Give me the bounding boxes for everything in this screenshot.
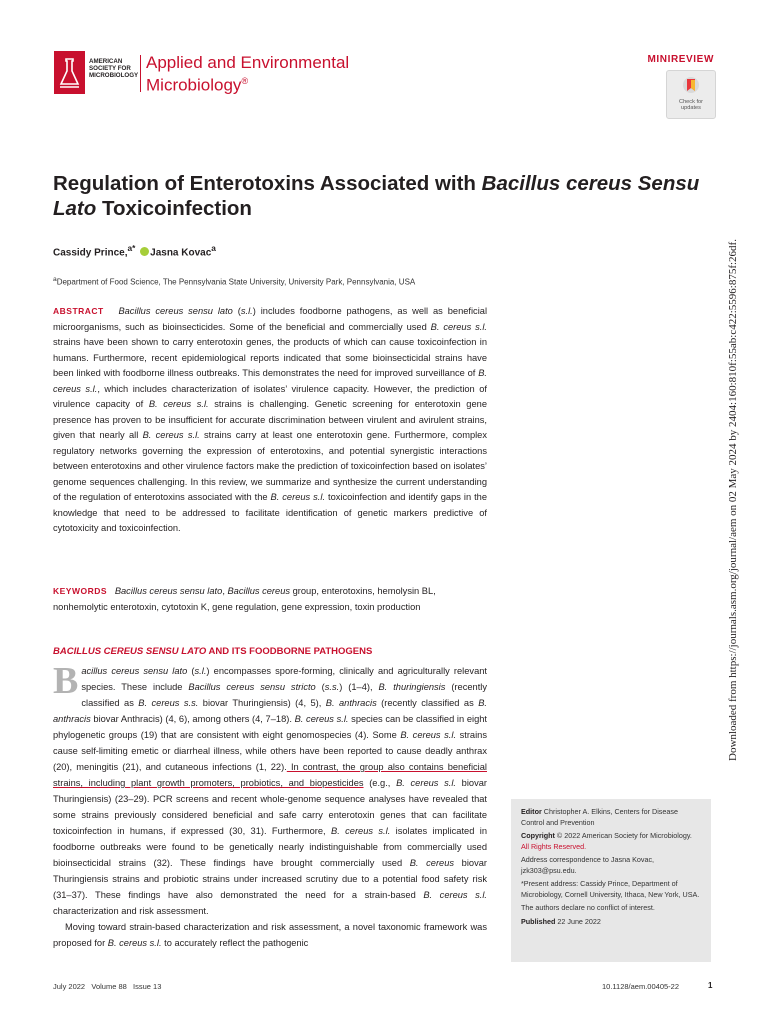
logo-divider — [140, 55, 141, 92]
body-italic: B. cereus s.l. — [423, 890, 488, 900]
journal-line1: Applied and Environmental — [146, 53, 350, 72]
body-span: (recently classified as — [81, 682, 487, 708]
article-info-box — [511, 799, 711, 962]
body-italic: B. cereus s.l. — [396, 778, 456, 788]
editor-text: Christopher A. Elkins, Centers for Disease Control and Prevention — [521, 807, 678, 827]
body-span: ) (1–4), — [339, 682, 379, 692]
abstract-label: ABSTRACT — [53, 306, 104, 316]
body-italic: acillus cereus sensu lato — [81, 666, 188, 676]
keywords — [53, 584, 487, 615]
abstract-italic: B. cereus s.l. — [53, 368, 487, 394]
body-span: strains cause self-limiting emetic or diarrheal illness, while others have been reported to cause deadly anthrax (20), meningitis (21), and cutaneous infections (1, 22). — [53, 730, 487, 772]
affiliation-sup: a — [53, 276, 57, 283]
body-span: (recently classified as — [376, 698, 479, 708]
published-label: Published — [521, 916, 556, 926]
author-name[interactable]: Jasna Kovac — [150, 247, 212, 259]
body-span: biovar Thuringiensis) (23–29). PCR screens and recent whole-genome sequence analyses have revealed that some strains previously considered beneficial and safe carry enterotoxin genes that can facilitate toxicoinfection in humans, if expressed (30, 31). Furthermore, — [53, 778, 487, 836]
society-line: MICROBIOLOGY — [89, 72, 139, 79]
copyright-label: Copyright — [521, 831, 555, 840]
article-type-label: MINIREVIEW — [647, 54, 714, 65]
keyword-italic: Bacillus cereus — [227, 586, 291, 596]
body-span: ( — [315, 682, 325, 692]
abstract-italic: B. cereus s.l. — [270, 492, 326, 502]
society-line: SOCIETY FOR — [89, 65, 131, 72]
flask-icon — [54, 51, 85, 94]
abstract-italic: B. cereus s.l. — [142, 430, 200, 440]
rights-link[interactable]: All Rights Reserved. — [521, 841, 587, 851]
body-span: (e.g., — [363, 778, 397, 788]
title-text: Toxicoinfection — [96, 197, 252, 220]
abstract-italic: B. cereus s.l. — [148, 399, 209, 409]
body-italic: B. anthracis — [53, 698, 487, 724]
title-text: Regulation of Enterotoxins Associated with — [53, 172, 482, 195]
author-list — [53, 243, 216, 258]
affiliation — [53, 276, 415, 287]
keyword-italic: Bacillus cereus sensu lato — [114, 586, 223, 596]
abstract-text: ) includes foodborne pathogens, as well as beneficial microorganisms, such as bioinsecticides. Some of the beneficial and commercially used — [53, 306, 488, 332]
copyright-text: © 2022 American Society for Microbiology. — [554, 831, 692, 840]
body-text — [53, 660, 488, 951]
keywords-label: KEYWORDS — [53, 586, 108, 596]
check-updates-line: Check for — [679, 99, 703, 105]
body-span: biovar Thuringiensis strains and probiotic strains under increased scrutiny due to a potential food safety risk (31–37). These findings have also demonstrated the need for a strain-based — [53, 858, 487, 900]
journal-line2-text: Microbiology — [146, 75, 242, 95]
abstract-text: strains carry at least one enterotoxin gene. Furthermore, complex regulatory networks governing the expression of enterotoxins, and potential synergistic interactions between enterotoxins and other virulence factors make the prediction of toxicoinfection based on isolates’ genome sequences challenging. In this review, we summarize and synthesize the current understanding of the regulation of enterotoxins associated with the — [53, 430, 487, 502]
body-span: species can be classified in eight phylogenetic groups (19) that are consistent with eight genomospecies (4). Some — [53, 714, 487, 740]
underlined-highlight: In contrast, the group also contains beneficial strains, including plant growth promoters, probiotics, and biopesticides — [53, 762, 487, 788]
body-italic: B. cereus s.l. — [331, 826, 391, 836]
correspondence-info: Address correspondence to Jasna Kovac, jzk303@psu.edu. — [521, 855, 655, 875]
body-italic: B. cereus — [409, 858, 455, 868]
body-italic: B. cereus s.l. — [400, 730, 457, 740]
body-italic: s.l. — [194, 666, 207, 676]
download-note-text: Downloaded from https://journals.asm.org/journal/aem on 02 May 2024 by 2404:160:810f:55ab:c422:5596:875f:26df. — [727, 239, 739, 761]
copyright-info — [521, 831, 701, 852]
abstract-text: strains have been shown to carry enterotoxin genes, the products of which can cause toxicoinfection in humans. Furthermore, recent epidemiological reports indicated that some bioinsecticidal strains have been linked with foodborne illness outbreaks. This demonstrates the need for improved surveillance of — [53, 337, 487, 378]
author-sup: a* — [127, 243, 136, 253]
body-italic: B. cereus s.s. — [138, 698, 199, 708]
body-italic: s.s. — [324, 682, 340, 692]
body-span: isolates implicated in foodborne outbreaks were found to be genetically nearly indistinguishable from commercially used bioinsecticidal strains (32). These findings have brought commercially used — [53, 826, 487, 868]
published-date: 22 June 2022 — [555, 916, 601, 926]
section-heading-italic: BACILLUS CEREUS SENSU LATO — [53, 646, 207, 657]
check-updates-line: updates — [681, 105, 701, 112]
download-note — [727, 239, 741, 761]
issue-info: July 2022 Volume 88 Issue 13 — [53, 982, 162, 991]
abstract-text: ( — [232, 306, 241, 316]
journal-line2 — [146, 72, 349, 95]
abstract-italic: s.l. — [240, 306, 253, 316]
abstract-italic: Bacillus cereus sensu lato — [118, 306, 233, 316]
paragraph — [53, 919, 487, 951]
abstract-text: , which includes characterization of isolates’ virulence capacity. However, the prediction of virulence capacity of — [53, 383, 487, 409]
asm-logo — [54, 51, 85, 94]
conflict-statement: The authors declare no conflict of interest. — [521, 903, 655, 912]
body-span: Moving toward strain-based characterization and risk assessment, a novel taxonomic framework was proposed for — [53, 922, 487, 948]
check-for-updates-button[interactable] — [666, 70, 716, 119]
bookmark-icon — [682, 76, 700, 97]
section-heading-text: AND ITS FOODBORNE PATHOGENS — [206, 646, 373, 657]
title-italic: Bacillus cereus Sensu — [481, 172, 700, 195]
abstract-text: toxicoinfection and identify gaps in the knowledge that need to be addressed to facilitate identification of genetic markers predictive of cytotoxicity and toxicoinfection. — [53, 492, 488, 533]
body-span: to accurately reflect the pathogenic — [161, 938, 309, 948]
journal-name[interactable] — [146, 53, 349, 95]
abstract-italic: B. cereus s.l. — [430, 321, 488, 332]
paragraph — [53, 660, 488, 919]
body-span: characterization and risk assessment. — [53, 906, 209, 916]
keyword-text: group, enterotoxins, hemolysin BL, nonhemolytic enterotoxin, cytotoxin K, gene regulation, gene expression, toxin production — [53, 586, 436, 612]
drop-cap: B — [53, 660, 79, 702]
doi-link[interactable]: 10.1128/aem.00405-22 — [602, 982, 680, 991]
section-heading — [53, 646, 372, 657]
editor-label: Editor — [521, 807, 542, 816]
orcid-icon[interactable] — [140, 247, 149, 256]
body-italic: B. cereus s.l. — [294, 714, 349, 724]
abstract — [53, 304, 487, 537]
keyword-text: , — [222, 586, 228, 596]
registered-mark: ® — [241, 76, 249, 86]
editor-info — [521, 807, 701, 828]
page-number: 1 — [708, 981, 713, 990]
body-italic: B. anthracis — [325, 698, 377, 708]
body-span: biovar Anthracis) (4, 6), among others (4, 7–18). — [90, 714, 295, 724]
society-line: AMERICAN — [89, 58, 123, 65]
title-italic: Lato — [53, 197, 97, 220]
affiliation-text: Department of Food Science, The Pennsylvania State University, University Park, Pennsylvania, USA — [56, 277, 416, 287]
present-address: *Present address: Cassidy Prince, Department of Microbiology, Cornell University, Ithaca, New York, USA. — [521, 879, 700, 899]
body-italic: B. cereus s.l. — [107, 938, 162, 948]
author-name[interactable]: Cassidy Prince, — [53, 247, 128, 259]
society-name — [89, 58, 138, 79]
body-span: ) encompasses spore-forming, clinically and agriculturally relevant species. These include — [81, 666, 487, 692]
body-italic: Bacillus cereus sensu stricto — [188, 682, 316, 692]
article-title — [53, 171, 721, 221]
body-italic: B. thuringiensis — [378, 682, 446, 692]
check-for-updates-label — [667, 99, 715, 111]
abstract-text: strains is challenging. Genetic screening for enterotoxin gene presence has proven to be insufficient for accurate discrimination between virulent and avirulent strains, given that nearly all — [53, 399, 487, 440]
body-span: ( — [187, 666, 195, 676]
body-span: biovar Thuringiensis) (4, 5), — [198, 698, 326, 708]
published-info — [521, 917, 701, 928]
author-sup: a — [211, 243, 216, 253]
